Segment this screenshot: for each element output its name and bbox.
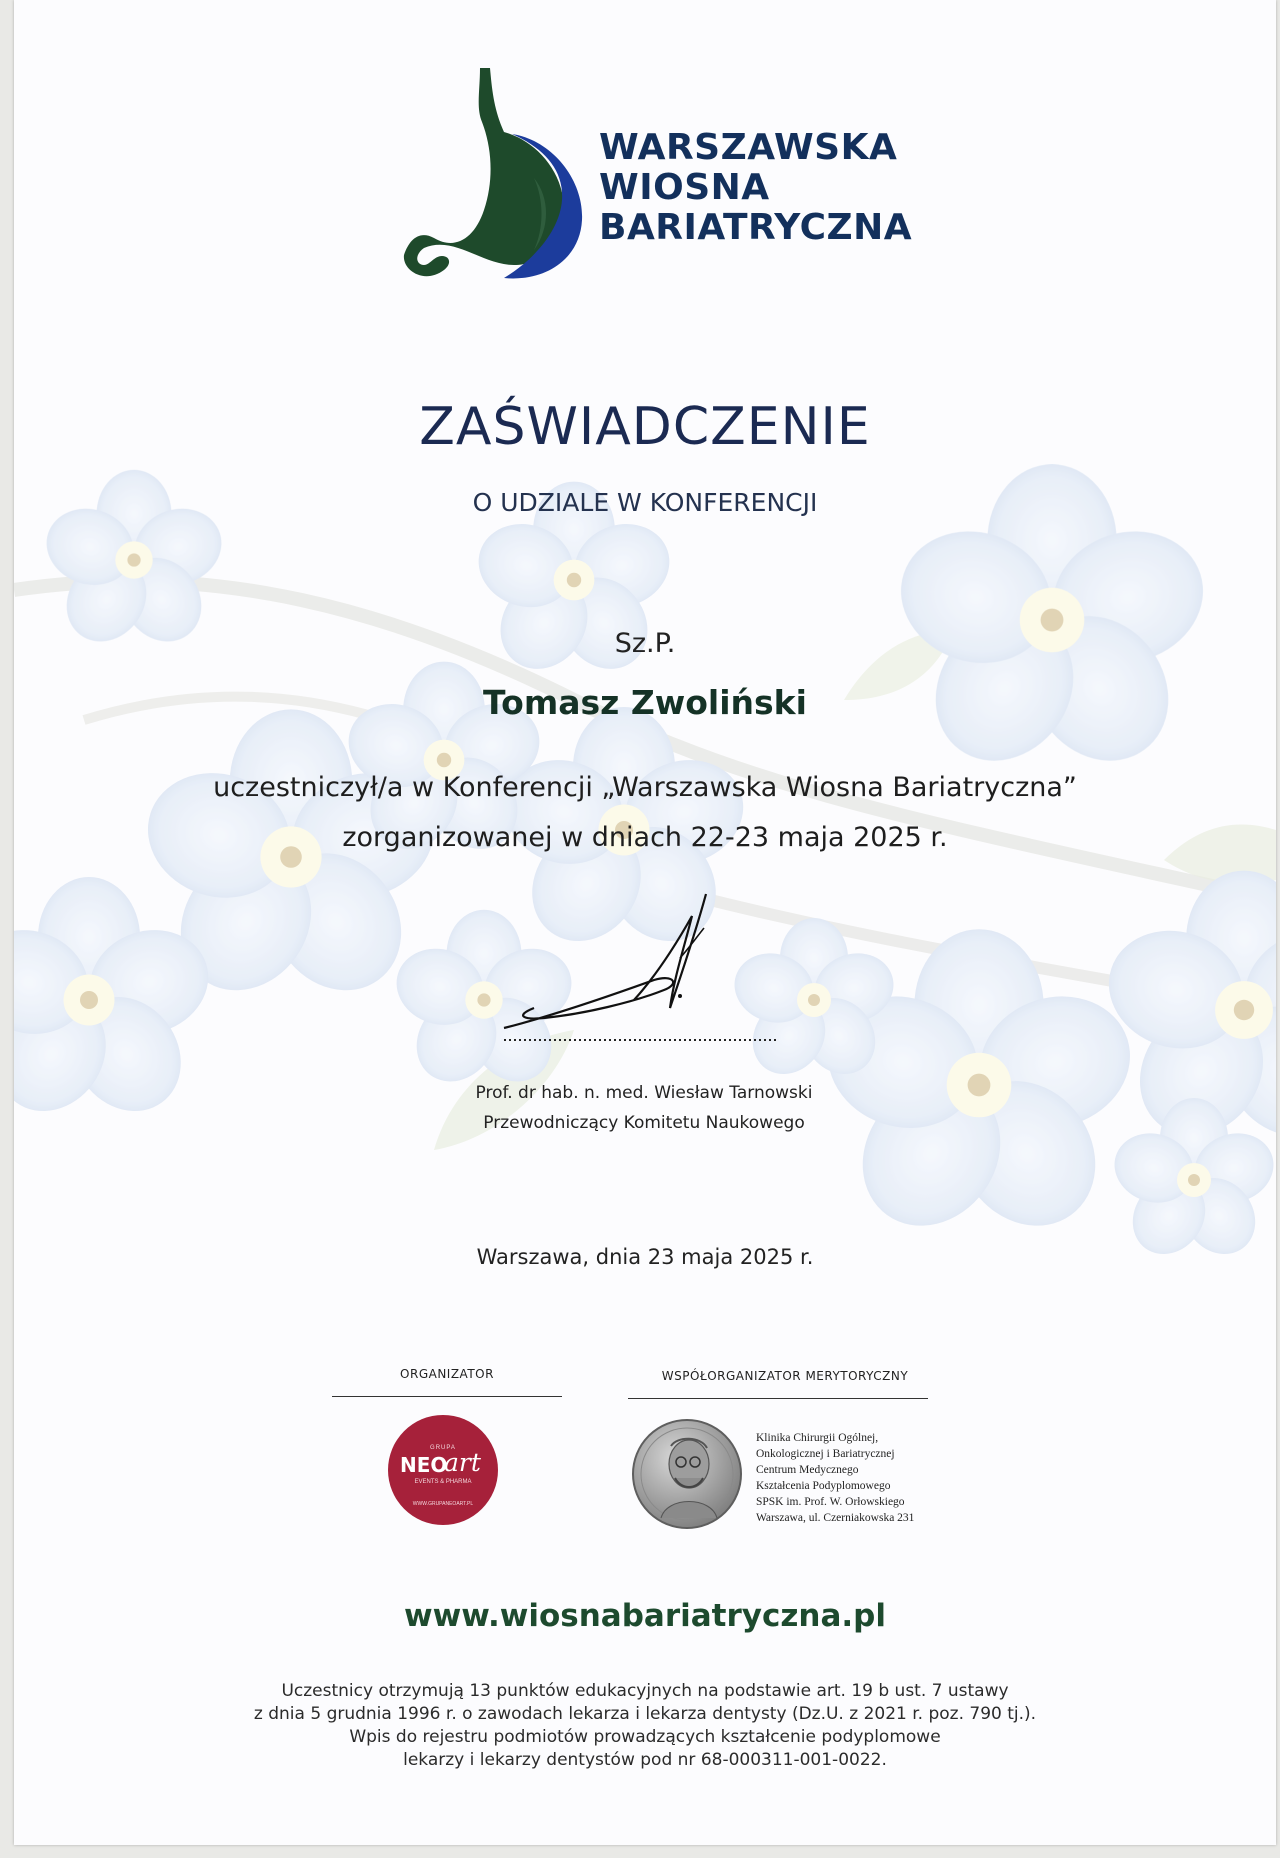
- footnote-line-4: lekarzy i lekarzy dentystów pod nr 68-000311-001-0022.: [403, 1750, 887, 1770]
- dates-line: zorganizowanej w dniach 22-23 maja 2025 r.: [342, 822, 948, 853]
- logo-line-2: WIOSNA: [599, 167, 770, 208]
- clinic-line-5: SPSK im. Prof. W. Orłowskiego: [756, 1496, 905, 1508]
- accreditation-note: [14, 1680, 1276, 1772]
- recipient-name: Tomasz Zwoliński: [483, 683, 807, 722]
- handwritten-signature: [484, 888, 784, 1048]
- neoart-top: GRUPA: [430, 1445, 456, 1451]
- footnote-line-2: z dnia 5 grudnia 1996 r. o zawodach lekarza i lekarza dentysty (Dz.U. z 2021 r. poz. 790 tj.).: [253, 1704, 1037, 1724]
- participation-line: uczestniczył/a w Konferencji „Warszawska Wiosna Bariatryczna”: [213, 772, 1077, 803]
- portrait-medal-icon: [631, 1418, 743, 1530]
- clinic-line-3: Centrum Medycznego: [756, 1464, 859, 1476]
- coorganizer-rule: [628, 1398, 928, 1399]
- clinic-line-4: Kształcenia Podyplomowego: [756, 1480, 891, 1492]
- neoart-url: WWW.GRUPANEOART.PL: [412, 1501, 474, 1507]
- footnote-line-3: Wpis do rejestru podmiotów prowadzących kształcenie podyplomowe: [349, 1727, 941, 1747]
- clinic-line-2: Onkologicznej i Bariatrycznej: [756, 1448, 895, 1460]
- neoart-sub: EVENTS & PHARMA: [414, 1479, 472, 1485]
- clinic-line-6: Warszawa, ul. Czerniakowska 231: [756, 1512, 915, 1524]
- certificate-paper: [14, 0, 1276, 1845]
- clinic-line-1: Klinika Chirurgii Ogólnej,: [756, 1432, 879, 1444]
- coorganizer-label: WSPÓŁORGANIZATOR MERYTORYCZNY: [661, 1369, 909, 1383]
- organizer-rule: [332, 1396, 562, 1397]
- salutation: Sz.P.: [614, 628, 676, 659]
- neoart-logo: [388, 1415, 498, 1525]
- organizer-label: ORGANIZATOR: [400, 1367, 494, 1381]
- neoart-script: art: [444, 1448, 481, 1477]
- clinic-address: [756, 1430, 986, 1526]
- signatory-name: Prof. dr hab. n. med. Wiesław Tarnowski: [475, 1083, 813, 1103]
- neoart-main: NEO: [400, 1453, 448, 1477]
- footnote-line-1: Uczestnicy otrzymują 13 punktów edukacyjnych na podstawie art. 19 b ust. 7 ustawy: [281, 1681, 1009, 1701]
- stomach-icon: [384, 60, 594, 292]
- logo-line-1: WARSZAWSKA: [599, 127, 898, 168]
- website-url: www.wiosnabariatryczna.pl: [404, 1598, 886, 1634]
- signatory-role: Przewodniczący Komitetu Naukowego: [483, 1113, 805, 1133]
- logo-line-3: BARIATRYCZNA: [599, 207, 913, 248]
- certificate-title: ZAŚWIADCZENIE: [419, 397, 871, 457]
- certificate-subtitle: O UDZIALE W KONFERENCJI: [472, 488, 818, 517]
- place-and-date: Warszawa, dnia 23 maja 2025 r.: [476, 1245, 814, 1269]
- logo-wordmark: [599, 128, 912, 248]
